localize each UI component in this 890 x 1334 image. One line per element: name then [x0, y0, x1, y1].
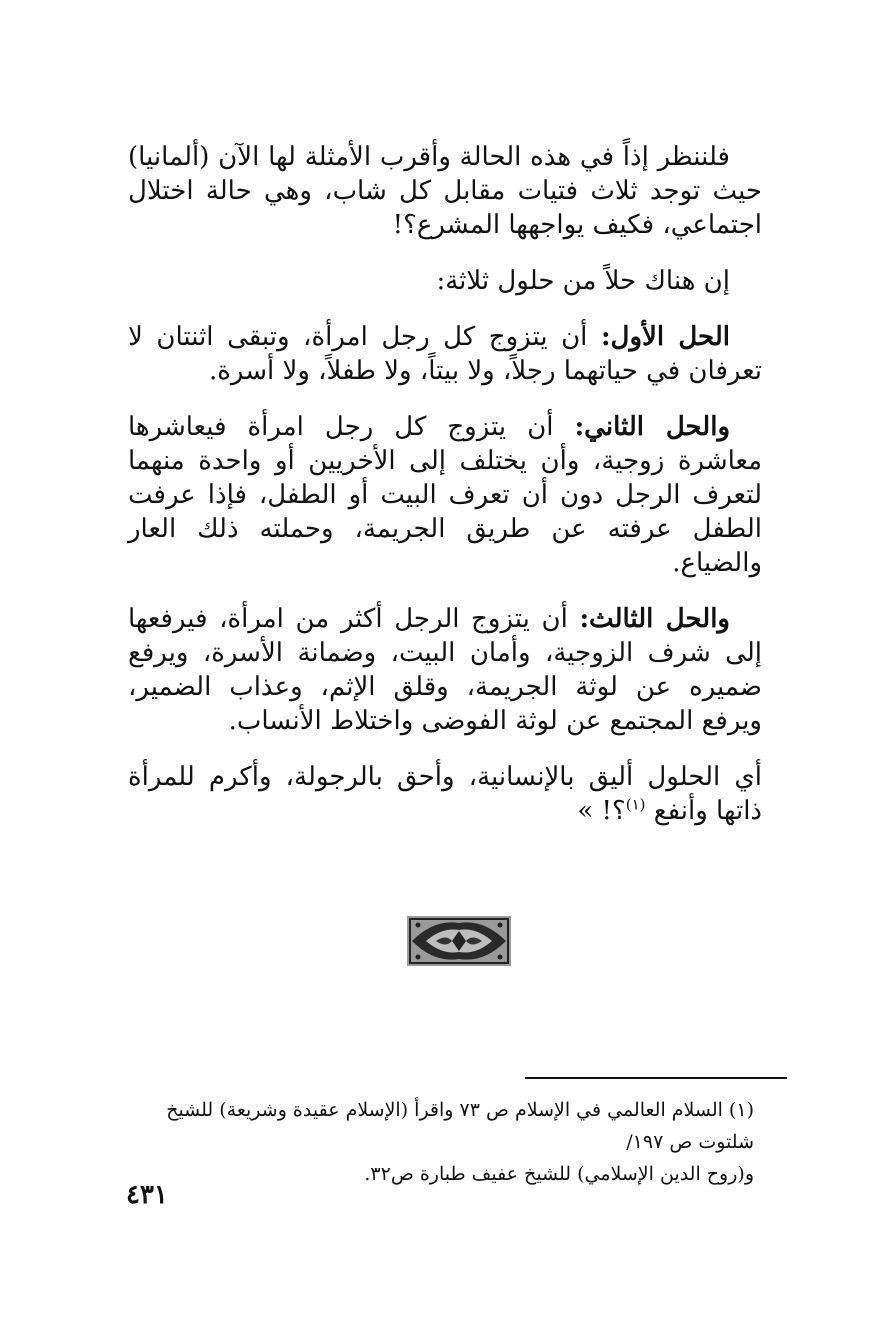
footnote-reference: (١): [625, 795, 646, 814]
paragraph-closing: [128, 760, 762, 828]
page-number: ٤٣١: [126, 1180, 168, 1210]
paragraph-text: أن يتزوج كل رجل امرأة فيعاشرها معاشرة زوجية، وأن يختلف إلى الأخريين أو واحدة منهما لتعرف الرجل دون أن تعرف البيت أو الطفل، فإذا عرفت الطفل عرفته عن طريق الجريمة، وحملته ذلك العار والضياع.: [128, 412, 762, 578]
footnote: [120, 1094, 754, 1190]
body-text: [128, 140, 762, 850]
paragraph-text: إن هناك حلاً من حلول ثلاثة:: [436, 266, 730, 296]
footnote-line: و(روح الدين الإسلامي) للشيخ عفيف طبارة ص٣٢.: [364, 1163, 754, 1185]
paragraph-text: فلننظر إذاً في هذه الحالة وأقرب الأمثلة لها الآن (ألمانيا) حيث توجد ثلاث فتيات مقابل كل شاب، وهي حالة اختلال اجتماعي، فكيف يواجهها المشرع؟!: [128, 142, 762, 240]
footnote-separator: [525, 1077, 787, 1079]
paragraph-solutions-intro: [128, 264, 762, 298]
paragraph-intro: [128, 140, 762, 242]
paragraph-lead: والحل الثاني:: [574, 412, 730, 442]
ornament-divider-icon: [406, 915, 512, 967]
paragraph-lead: الحل الأول:: [600, 322, 730, 352]
paragraph-third-solution: [128, 602, 762, 738]
paragraph-text: أن يتزوج كل رجل امرأة، وتبقى اثنتان لا تعرفان في حياتهما رجلاً، ولا بيتاً، ولا طفلاً، ولا أسرة.: [128, 322, 762, 386]
closing-text: أي الحلول أليق بالإنسانية، وأحق بالرجولة، وأكرم للمرأة ذاتها وأنفع: [128, 762, 762, 826]
paragraph-text: أن يتزوج الرجل أكثر من امرأة، فيرفعها إلى شرف الزوجية، وأمان البيت، وضمانة الأسرة، ويرفع ضميره عن لوثة الجريمة، وقلق الإثم، وعذاب الضمير، ويرفع المجتمع عن لوثة الفوضى واختلاط الأنساب.: [128, 604, 762, 736]
paragraph-first-solution: [128, 320, 762, 388]
footnote-line: (١) السلام العالمي في الإسلام ص ٧٣ واقرأ (الإسلام عقيدة وشريعة) للشيخ شلتوت ص ١٩٧/: [166, 1099, 754, 1153]
paragraph-second-solution: [128, 410, 762, 580]
paragraph-lead: والحل الثالث:: [579, 604, 730, 634]
closing-punctuation: ؟! »: [577, 796, 626, 826]
